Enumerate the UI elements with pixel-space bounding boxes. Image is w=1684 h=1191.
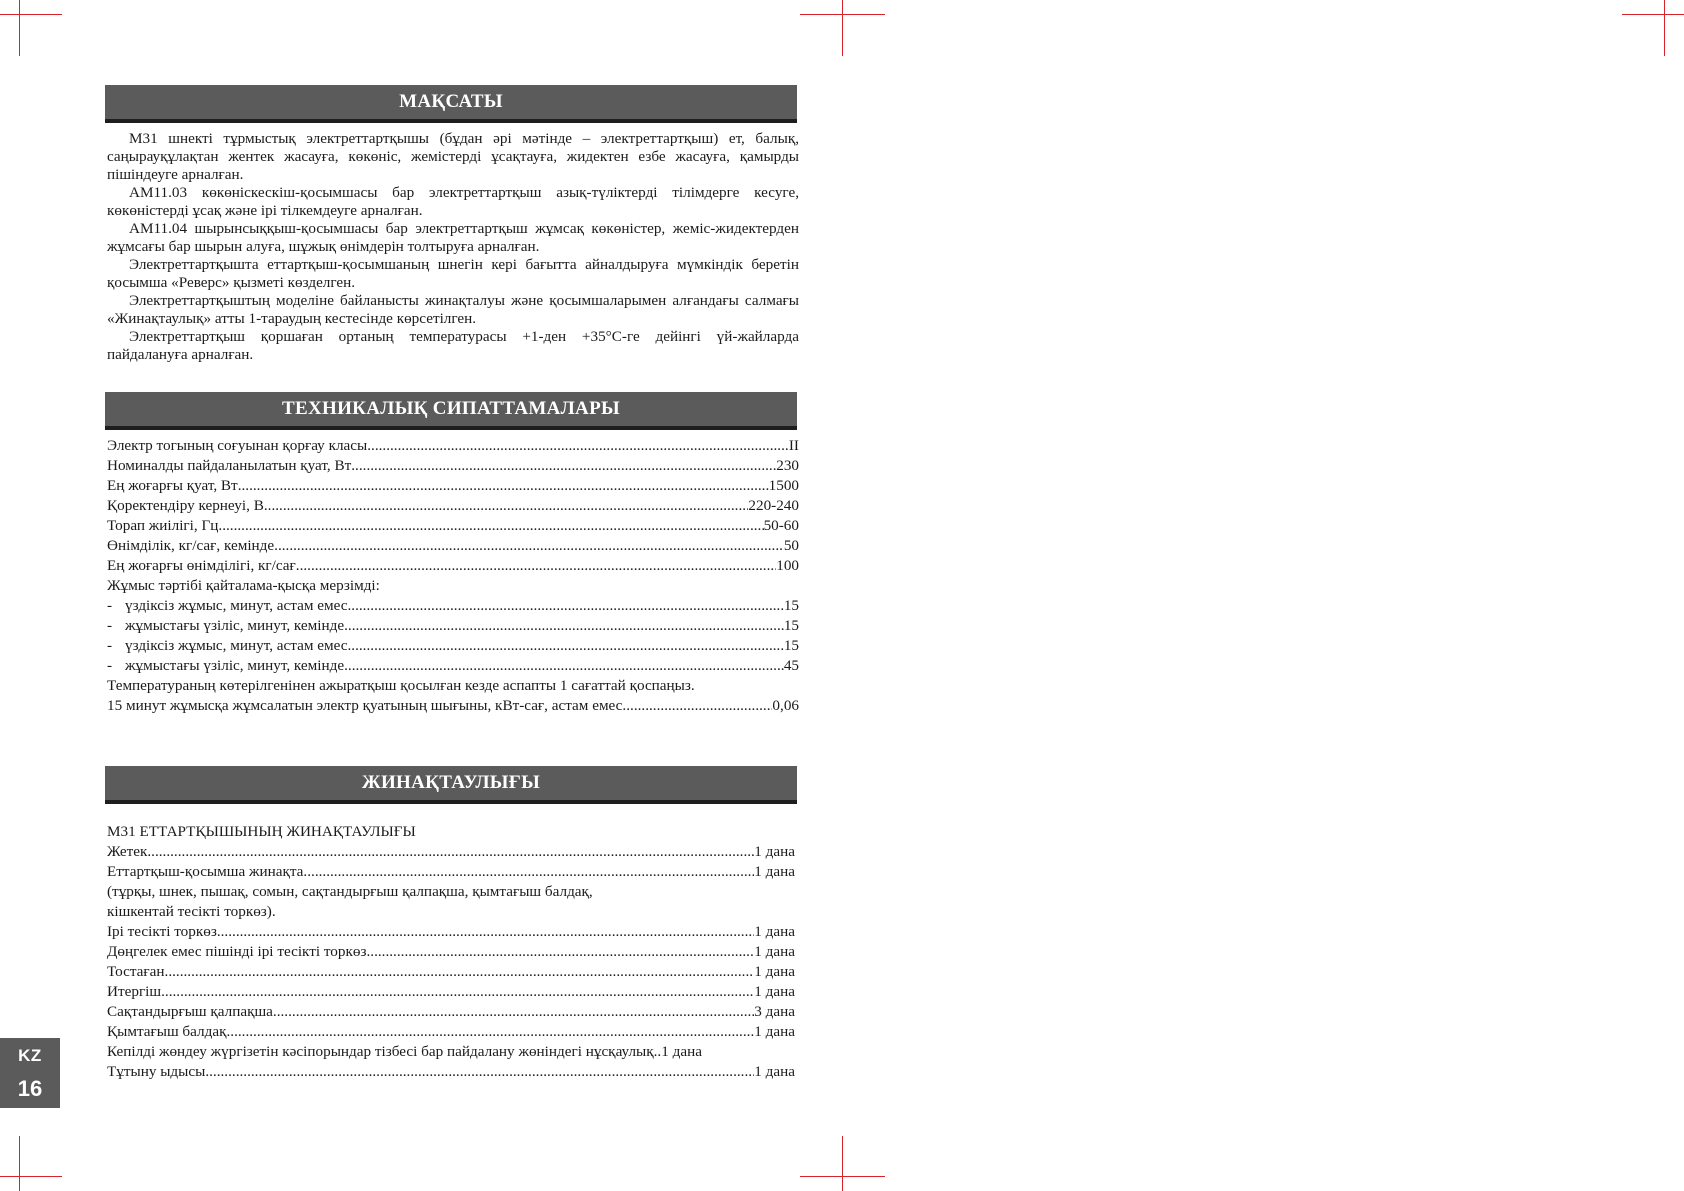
spec-row [107,536,799,556]
paragraph: АМ11.04 шырынсыққыш-қосымшасы бар электреттартқыш жұмсақ көкөністер, жеміс-жидектерден жұмсағы бар шырын алуға, шұжық өнімдерін толтыруға арналған. [107,220,799,255]
spec-label: Ең жоғарғы қуат, Вт [107,477,238,494]
spec-row [107,516,799,536]
spec-label: Торап жиілігі, Гц [107,517,219,534]
kit-label: Жетек [107,843,148,860]
spec-value: 1500 [768,477,799,494]
mode-row: - жұмыстағы үзіліс, минут, кемінде ..... 45 [107,656,799,676]
spec-row [107,476,799,496]
section-header-kit [105,766,797,804]
mode-row: - үздіксіз жұмыс, минут, астам емес ..... 15 [107,596,799,616]
paragraph: М31 шнекті тұрмыстық электреттартқышы (бұдан әрі мәтінде – электреттартқыш) ет, балық, саңырауқұлақтан жентек жасауға, көкөніс, жемістерді ұсақтауға, жидектен езбе жасауға, қамырды пішіндеуге арналған. [107,130,799,183]
kit-label: Қымтағыш балдақ [107,1023,227,1040]
crop-mark [0,14,62,15]
spec-value: 50-60 [763,517,799,534]
spec-value: II [788,437,799,454]
kit-row [107,942,795,962]
kit-row [107,1022,795,1042]
kit-subtitle: М31 ЕТТАРТҚЫШЫНЫҢ ЖИНАҚТАУЛЫҒЫ [107,823,416,840]
kit-value: 1 дана [754,963,795,980]
section-title: МАҚСАТЫ [399,91,503,112]
mode-label: жұмыстағы үзіліс, минут, кемінде [125,657,345,674]
consumption-label: 15 минут жұмысқа жұмсалатын электр қуатының шығыны, кВт-сағ, астам емес [107,697,623,714]
language-code: KZ [18,1046,42,1065]
crop-mark [19,0,20,56]
mode-value: 15 [783,637,799,654]
spec-label: Номиналды пайдаланылатын қуат, Вт [107,457,352,474]
kit-row [107,982,795,1002]
purpose-text [107,130,799,364]
spec-row [107,456,799,476]
mode-label: үздіксіз жұмыс, минут, астам емес [125,597,348,614]
kit-list [107,822,795,1082]
kit-value: 3 дана [754,1003,795,1020]
kit-value: 1 дана [754,943,795,960]
mode-title: Жұмыс тәртібі қайталама-қысқа мерзімді: [107,577,380,594]
crop-mark [842,1136,843,1191]
spec-row [107,436,799,456]
kit-row [107,842,795,862]
kit-row [107,962,795,982]
section-header-purpose [105,85,797,123]
specs-list [107,436,799,716]
overheat-note: Температураның көтерілгенінен ажыратқыш қосылған кезде аспапты 1 сағаттай қоспаңыз. [107,677,695,694]
kit-value: 1 дана [754,923,795,940]
spec-row [107,556,799,576]
consumption-value: 0,06 [772,697,799,714]
kit-label: Еттартқыш-қосымша жинақта [107,863,304,880]
spec-value: 50 [783,537,799,554]
kit-row [107,862,795,882]
kit-manual-line: Кепілді жөндеу жүргізетін кәсіпорындар тізбесі бар пайдалану жөніндегі нұсқаулық..1 дана [107,1043,702,1060]
kit-value: 1 дана [754,843,795,860]
crop-mark [1622,14,1684,15]
crop-mark [0,1176,62,1177]
paragraph: Электреттартқыштың моделіне байланысты жинақталуы және қосымшаларымен алғандағы салмағы «Жинақтаулық» атты 1-тараудың кестесінде көрсетілген. [107,292,799,327]
kit-value: 1 дана [754,1063,795,1080]
kit-value: 1 дана [754,863,795,880]
kit-label: Ірі тесікті торкөз [107,923,217,940]
mode-label: үздіксіз жұмыс, минут, астам емес [125,637,348,654]
mode-value: 15 [783,597,799,614]
kit-note: (тұрқы, шнек, пышақ, сомын, сақтандырғыш қалпақша, қымтағыш балдақ, [107,883,593,900]
crop-mark [842,0,843,56]
section-title: ТЕХНИКАЛЫҚ СИПАТТАМАЛАРЫ [282,398,620,419]
spec-value: 230 [776,457,799,474]
spec-label: Өнімділік, кг/сағ, кемінде [107,537,275,554]
kit-row [107,1002,795,1022]
spec-label: Ең жоғарғы өнімділігі, кг/сағ [107,557,296,574]
kit-row [107,1062,795,1082]
crop-mark [1664,0,1665,56]
page-number: 16 [17,1076,43,1101]
paragraph: Электреттартқышта еттартқыш-қосымшаның шнегін кері бағытта айналдыруға мүмкіндік беретін қосымша «Реверс» қызметі көзделген. [107,256,799,291]
section-header-specs [105,392,797,430]
spec-row [107,496,799,516]
kit-note: кішкентай тесікті торкөз). [107,903,276,920]
kit-row [107,922,795,942]
spec-value: 100 [776,557,799,574]
spec-label: Электр тогының соғуынан қорғау класы [107,437,368,454]
mode-value: 15 [783,617,799,634]
consumption-row [107,696,799,716]
kit-label: Сақтандырғыш қалпақша [107,1003,273,1020]
kit-label: Дөңгелек емес пішінді ірі тесікті торкөз [107,943,367,960]
spec-label: Қоректендіру кернеуі, В [107,497,264,514]
mode-row: - жұмыстағы үзіліс, минут, кемінде ..... 15 [107,616,799,636]
mode-row: - үздіксіз жұмыс, минут, астам емес ..... 15 [107,636,799,656]
section-title: ЖИНАҚТАУЛЫҒЫ [361,772,541,793]
crop-mark [19,1136,20,1191]
mode-value: 45 [783,657,799,674]
kit-label: Тостаған [107,963,165,980]
kit-value: 1 дана [754,1023,795,1040]
paragraph: АМ11.03 көкөніскескіш-қосымшасы бар электреттартқыш азық-түліктерді тілімдерге кесуге, көкөністерді ұсақ және ірі тілкемдеуге арналған. [107,184,799,219]
kit-label: Тұтыну ыдысы [107,1063,206,1080]
kit-label: Итергіш [107,983,162,1000]
mode-label: жұмыстағы үзіліс, минут, кемінде [125,617,345,634]
page-language-tab [0,1038,60,1108]
paragraph: Электреттартқыш қоршаған ортаның температурасы +1-ден +35°С-ге дейінгі үй-жайларда пайдалануға арналған. [107,328,799,363]
kit-value: 1 дана [754,983,795,1000]
spec-value: 220-240 [748,497,799,514]
